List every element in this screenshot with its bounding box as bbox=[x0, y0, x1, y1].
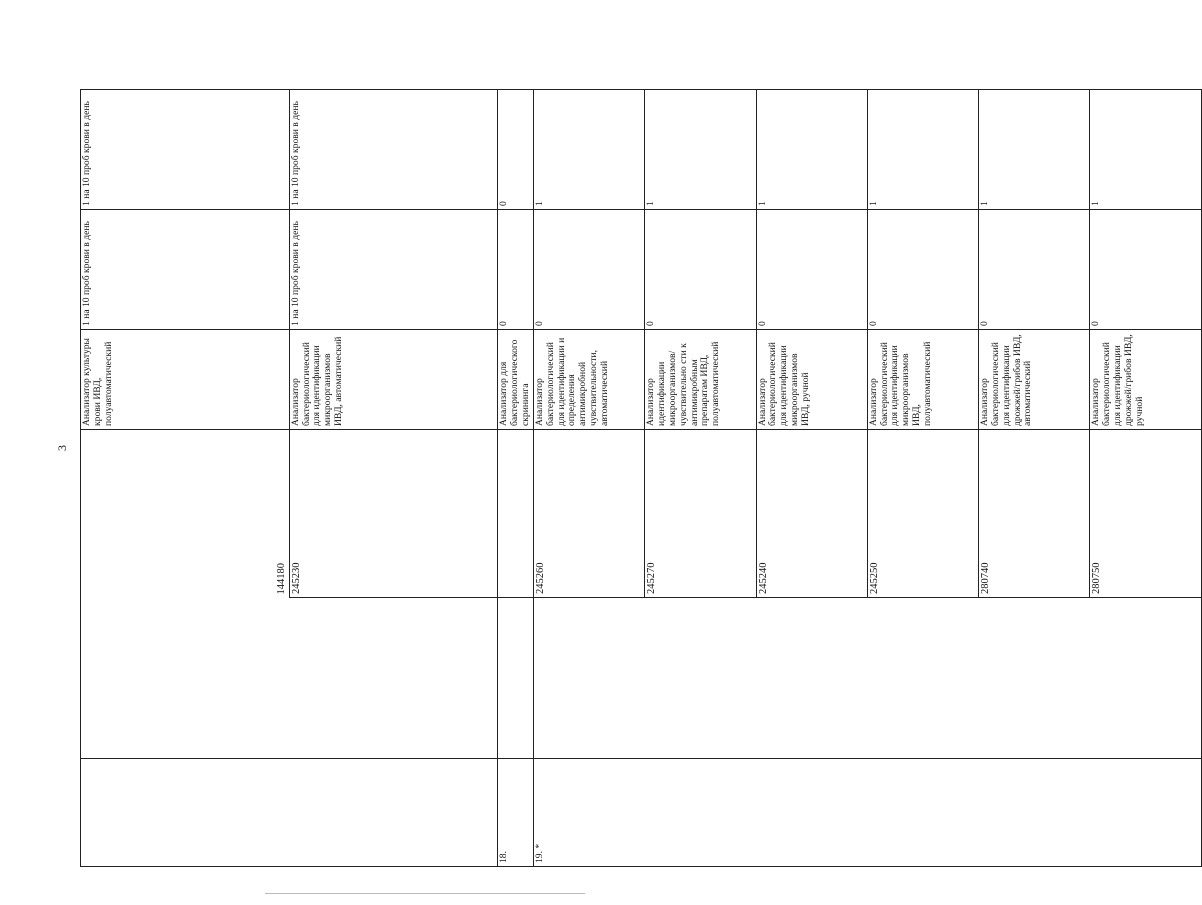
value-cell-1: 1 на 10 проб крови в день bbox=[289, 210, 498, 330]
value-cell-1: 0 bbox=[867, 210, 978, 330]
code-cell: 245260 bbox=[533, 430, 644, 598]
table-row bbox=[533, 90, 644, 867]
num-cell: 19. * bbox=[533, 759, 1201, 867]
equipment-table bbox=[80, 89, 1202, 867]
table-row bbox=[81, 90, 290, 867]
code-cell: 280750 bbox=[1090, 430, 1201, 598]
name-cell: Анализатор бактериологический для идентификации микроорганизмов ИВД, автоматический bbox=[289, 330, 498, 430]
value-cell-2: 0 bbox=[498, 90, 533, 210]
rotated-table-container bbox=[80, 90, 1145, 867]
code-cell: 245240 bbox=[756, 430, 867, 598]
name-cell: Анализатор бактериологический для идентификации дрожжей/грибов ИВД, ручной bbox=[1090, 330, 1201, 430]
value-cell-2: 1 на 10 проб крови в день bbox=[289, 90, 498, 210]
empty-cell bbox=[498, 598, 533, 759]
code-cell: 245250 bbox=[867, 430, 978, 598]
value-cell-1: 0 bbox=[533, 210, 644, 330]
num-cell: 18. bbox=[498, 759, 533, 867]
value-cell-2: 1 bbox=[979, 90, 1090, 210]
table-row bbox=[498, 90, 533, 867]
name-cell: Анализатор для бактериологического скрининга bbox=[498, 330, 533, 430]
value-cell-1: 0 bbox=[756, 210, 867, 330]
num-cell bbox=[81, 759, 498, 867]
value-cell-2: 1 bbox=[1090, 90, 1201, 210]
empty-cell bbox=[81, 598, 498, 759]
scan-edge-line bbox=[265, 893, 585, 894]
code-cell: 144180 bbox=[81, 430, 290, 598]
value-cell-1: 0 bbox=[645, 210, 756, 330]
name-cell: Анализатор бактериологический для идентификации микроорганизмов ИВД, ручной bbox=[756, 330, 867, 430]
name-cell: Анализатор культуры крови ИВД, полуавтоматический bbox=[81, 330, 290, 430]
value-cell-1: 0 bbox=[979, 210, 1090, 330]
code-cell: 245270 bbox=[645, 430, 756, 598]
value-cell-2: 1 bbox=[533, 90, 644, 210]
code-cell bbox=[498, 430, 533, 598]
name-cell: Анализатор бактериологический для идентификации микроорганизмов ИВД, полуавтоматический bbox=[867, 330, 978, 430]
value-cell-2: 1 bbox=[645, 90, 756, 210]
page-number: 3 bbox=[55, 445, 69, 451]
name-cell: Анализатор бактериологический для идентификации дрожжей/грибов ИВД, автоматический bbox=[979, 330, 1090, 430]
value-cell-1: 1 на 10 проб крови в день bbox=[81, 210, 290, 330]
value-cell-1: 0 bbox=[498, 210, 533, 330]
code-cell: 245230 bbox=[289, 430, 498, 598]
name-cell: Анализатор идентификации микроорганизмов/чувствительно сти к антимикробным препаратам ИВД, полуавтоматический bbox=[645, 330, 756, 430]
name-cell: Анализатор бактериологический для идентификации и определения антимикробной чувствительности, автоматический bbox=[533, 330, 644, 430]
empty-cell bbox=[533, 598, 1201, 759]
value-cell-2: 1 на 10 проб крови в день bbox=[81, 90, 290, 210]
value-cell-2: 1 bbox=[756, 90, 867, 210]
value-cell-1: 0 bbox=[1090, 210, 1201, 330]
value-cell-2: 1 bbox=[867, 90, 978, 210]
code-cell: 280740 bbox=[979, 430, 1090, 598]
